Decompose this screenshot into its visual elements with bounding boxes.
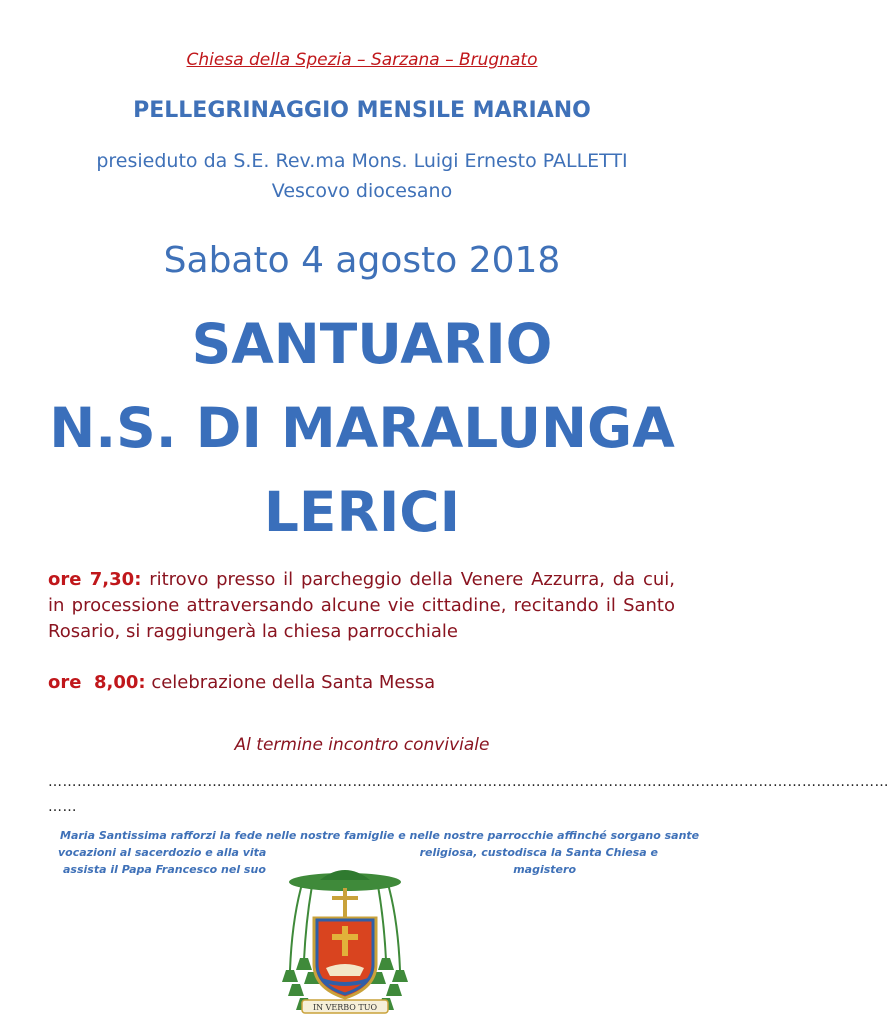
presider — [0, 146, 724, 206]
episcopal-coat-of-arms-icon — [272, 860, 418, 1016]
presided-by-line: presieduto da S.E. Rev.ma Mons. Luigi Ernesto PALLETTI — [96, 150, 628, 172]
schedule-time: ore 8,00: — [48, 672, 146, 693]
dotted-line: ………………………………………………………………………………………………………………………………………………………… — [48, 774, 889, 790]
place-line-1: SANTUARIO — [191, 312, 553, 376]
closing-note: Al termine incontro conviviale — [234, 735, 490, 755]
prayer-line-3-right: magistero — [513, 863, 576, 876]
diocese-name: Chiesa della Spezia – Sarzana – Brugnato — [186, 50, 538, 70]
prayer-line-2-left: vocazioni al sacerdozio e alla vita — [58, 846, 267, 859]
place-line-3: LERICI — [263, 480, 461, 544]
schedule-time: ore 7,30: — [48, 569, 142, 590]
prayer-line-1: Maria Santissima rafforzi la fede nelle nostre famiglie e nelle nostre parrocchie affinché sorgano sante — [60, 829, 700, 842]
place-line-2: N.S. DI MARALUNGA — [49, 396, 675, 460]
page-title: PELLEGRINAGGIO MENSILE MARIANO — [133, 98, 591, 123]
schedule-text: celebrazione della Santa Messa — [151, 672, 436, 693]
presider-role: Vescovo diocesano — [271, 180, 453, 202]
prayer-line-3-left: assista il Papa Francesco nel suo — [63, 863, 266, 876]
svg-text:IN VERBO TUO: IN VERBO TUO — [312, 1003, 378, 1012]
event-date: Sabato 4 agosto 2018 — [163, 240, 561, 281]
schedule-text: ritrovo presso il parcheggio della Venere Azzurra, da cui, in processione attraversando alcune vie cittadine, recitando il Santo Rosario, si raggiungerà la chiesa parrocchiale — [48, 569, 675, 642]
prayer-line-2-right: religiosa, custodisca la Santa Chiesa e — [419, 846, 658, 859]
dotted-line-end: …… — [48, 799, 77, 815]
schedule-item-2 — [48, 670, 675, 696]
schedule-item-1 — [48, 567, 675, 645]
